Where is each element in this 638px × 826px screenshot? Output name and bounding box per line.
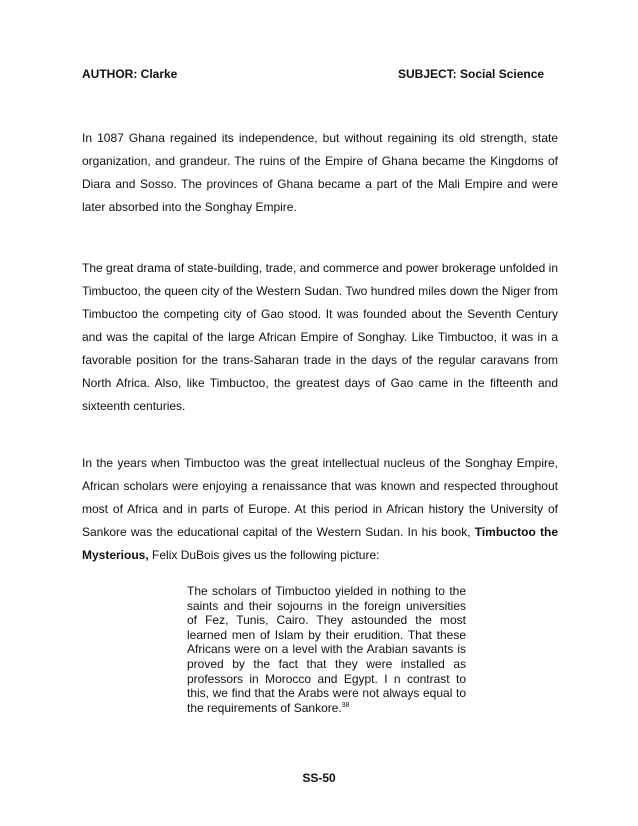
block-quote-text: The scholars of Timbuctoo yielded in nothing to the saints and their sojourns in the foreign universities of Fez, Tunis, Cairo. They astounded the most learned men of Islam by their erudition. That these Africans were on a level with the Arabian savants is proved by the fact that they were installed as professors in Morocco and Egypt. I n contrast to this, we find that the Arabs were not always equal to the requirements of Sankore. [187,584,466,715]
block-quote [187,584,466,715]
footnote-marker: 38 [341,701,350,709]
paragraph-ghana: In 1087 Ghana regained its independence, but without regaining its old strength, state organization, and grandeur. The ruins of the Empire of Ghana became the Kingdoms of Diara and Sosso. The provinces of Ghana became a part of the Mali Empire and were later absorbed into the Songhay Empire. [82,131,558,214]
paragraph-timbuctoo-gao: The great drama of state-building, trade, and commerce and power brokerage unfolded in Timbuctoo, the queen city of the Western Sudan. Two hundred miles down the Niger from Timbuctoo the competing city of Gao stood. It was founded about the Seventh Century and was the capital of the large African Empire of Songhay. Like Timbuctoo, it was in a favorable position for the trans-Saharan trade in the days of the regular caravans from North Africa. Also, like Timbuctoo, the greatest days of Gao came in the fifteenth and sixteenth centuries. [82,261,558,413]
paragraph-sankore [82,452,558,567]
author-label: AUTHOR: Clarke [82,67,178,81]
book-title: Timbuctoo the Mysterious, [82,525,558,562]
paragraph-sankore-text-before: In the years when Timbuctoo was the great intellectual nucleus of the Songhay Empire, African scholars were enjoying a renaissance that was known and respected throughout most of Africa and in parts of Europe. At this period in African history the University of Sankore was the educational capital of the Western Sudan. In his book, [82,456,558,539]
page-number: SS-50 [302,771,336,785]
subject-label: SUBJECT: Social Science [398,67,545,81]
paragraph-sankore-text-after: Felix DuBois gives us the following picture: [148,548,380,562]
page-header [82,67,558,83]
